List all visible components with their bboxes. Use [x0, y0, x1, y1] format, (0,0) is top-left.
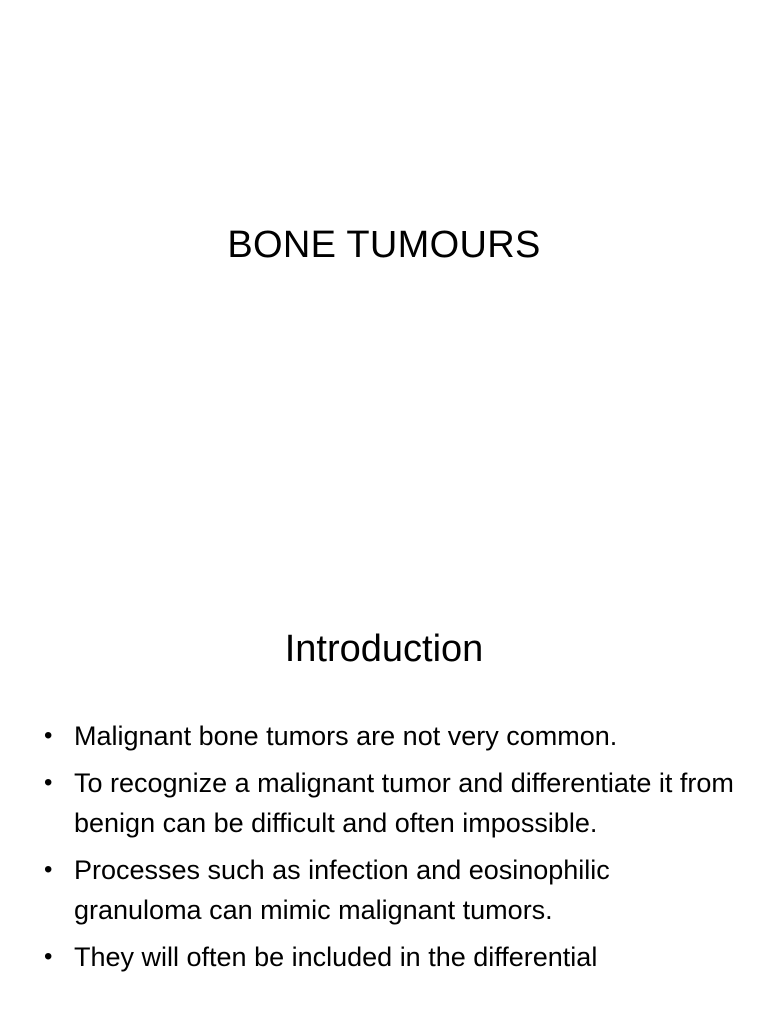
bullet-text: They will often be included in the differential: [74, 942, 598, 972]
bullet-marker: •: [44, 856, 53, 883]
bullet-item: [0, 850, 768, 930]
bullet-item: [0, 716, 768, 756]
bullet-marker: •: [44, 722, 53, 749]
bullet-text: To recognize a malignant tumor and differentiate it from benign can be difficult and often impossible.: [74, 768, 734, 838]
introduction-slide: [0, 576, 768, 1024]
slide-heading: Introduction: [284, 628, 484, 670]
bullet-item: [0, 763, 768, 843]
bullet-item: [0, 937, 768, 977]
bullet-list: [0, 716, 768, 984]
bullet-text: Malignant bone tumors are not very common.: [74, 721, 618, 751]
bullet-marker: •: [44, 769, 53, 796]
slide-title: BONE TUMOURS: [227, 224, 541, 266]
bullet-marker: •: [44, 943, 53, 970]
bullet-text: Processes such as infection and eosinophilic granuloma can mimic malignant tumors.: [74, 855, 610, 925]
